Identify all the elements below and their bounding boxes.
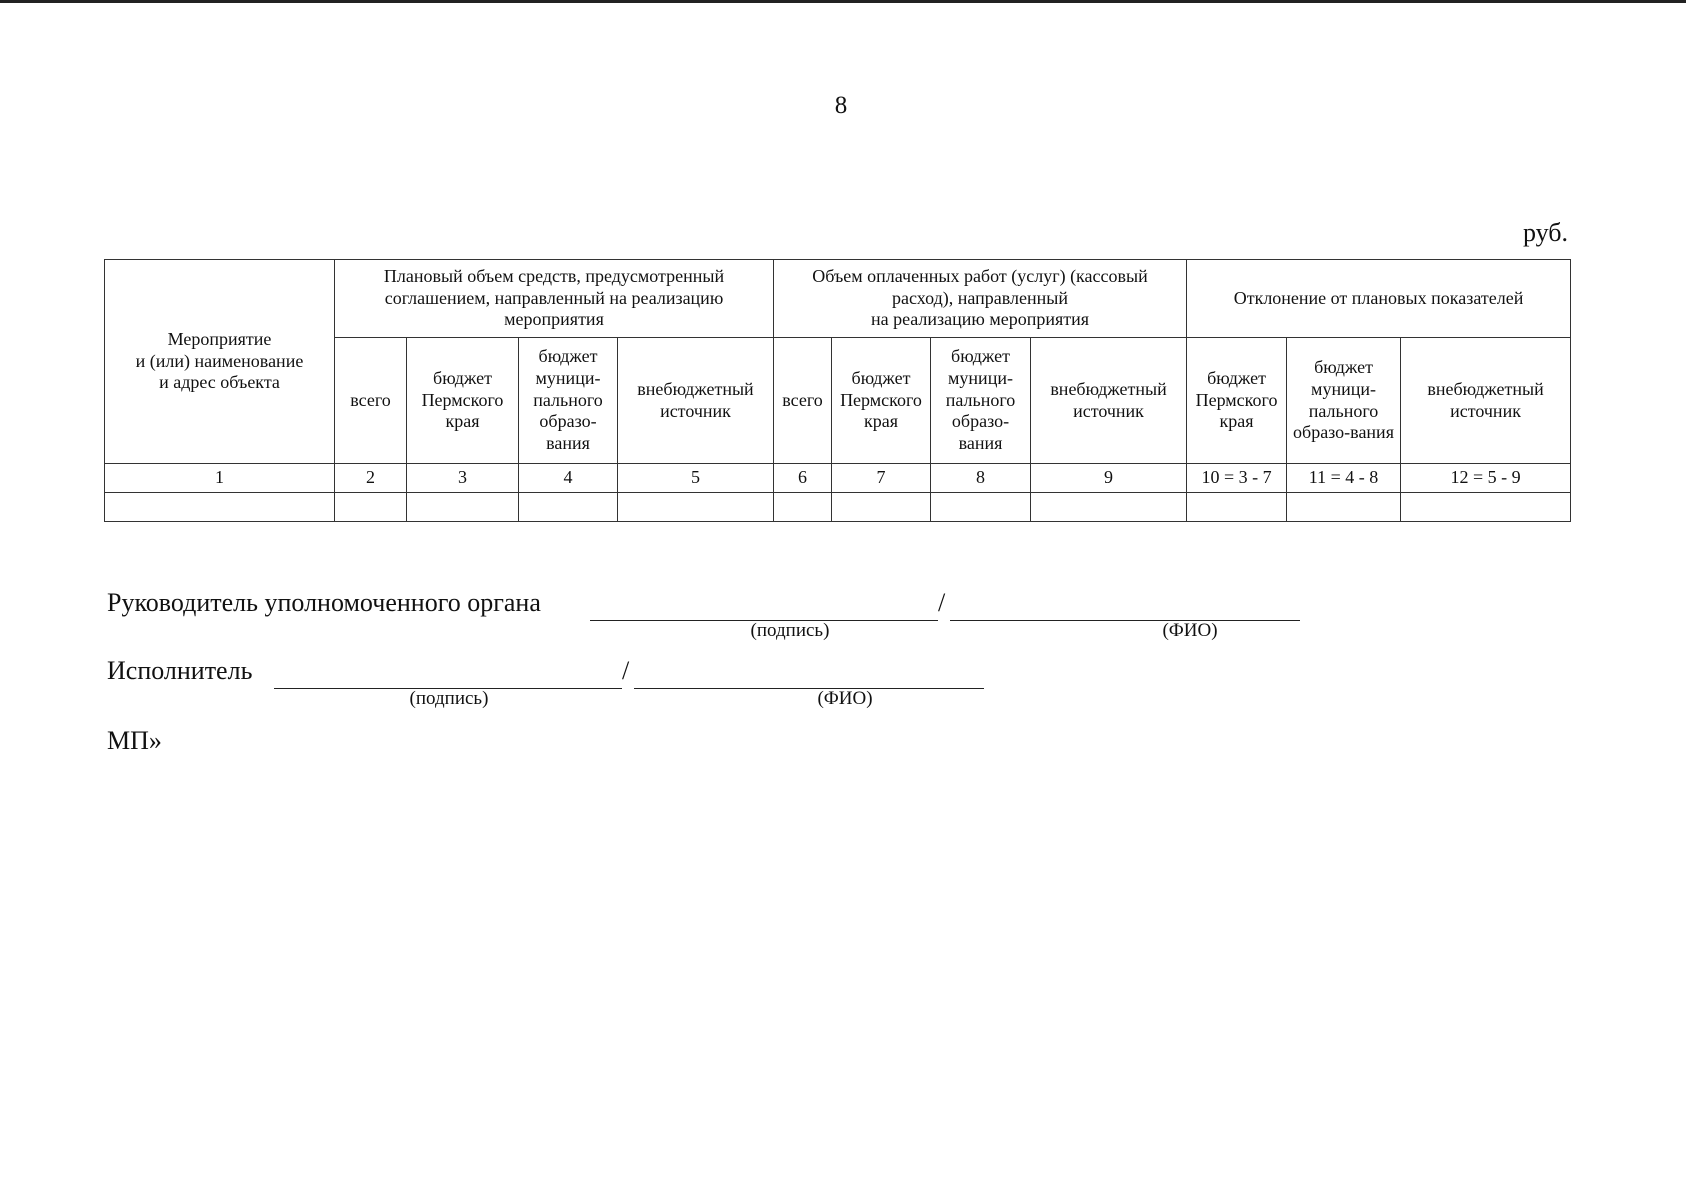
column-number: 3	[407, 464, 519, 493]
column-number: 5	[618, 464, 774, 493]
subheader-extrabudgetary: внебюджетный источник	[1401, 338, 1571, 464]
empty-cell	[832, 493, 931, 522]
column-number: 11 = 4 - 8	[1287, 464, 1401, 493]
subheader-total: всего	[335, 338, 407, 464]
empty-cell	[1401, 493, 1571, 522]
head-name-caption: (ФИО)	[1162, 620, 1218, 641]
subheader-extrabudgetary: внебюджетный источник	[618, 338, 774, 464]
subheader-regional-budget: бюджет Пермского края	[407, 338, 519, 464]
header-event-name: Мероприятие и (или) наименование и адрес объекта	[105, 260, 335, 464]
head-signature-label: Руководитель уполномоченного органа	[107, 588, 541, 617]
top-border	[0, 0, 1686, 3]
column-number: 2	[335, 464, 407, 493]
subheader-extrabudgetary: внебюджетный источник	[1031, 338, 1187, 464]
column-number: 10 = 3 - 7	[1187, 464, 1287, 493]
stamp-placeholder: МП»	[107, 726, 162, 755]
subheader-total: всего	[774, 338, 832, 464]
header-paid-works: Объем оплаченных работ (услуг) (кассовый расход), направленный на реализацию мероприятия	[774, 260, 1187, 338]
empty-cell	[1187, 493, 1287, 522]
column-number: 9	[1031, 464, 1187, 493]
head-signature-caption: (подпись)	[750, 620, 830, 641]
head-separator-slash: /	[938, 588, 946, 617]
subheader-municipal-budget: бюджет муници-пального образо-вания	[931, 338, 1031, 464]
subheader-regional-budget: бюджет Пермского края	[832, 338, 931, 464]
header-planned-funds: Плановый объем средств, предусмотренный соглашением, направленный на реализацию мероприятия	[335, 260, 774, 338]
subheader-municipal-budget: бюджет муници-пального образо-вания	[1287, 338, 1401, 464]
empty-cell	[519, 493, 618, 522]
executor-signature-caption: (подпись)	[409, 688, 489, 709]
column-number: 6	[774, 464, 832, 493]
empty-cell	[931, 493, 1031, 522]
column-number: 1	[105, 464, 335, 493]
executor-separator-slash: /	[622, 656, 630, 685]
empty-cell	[105, 493, 335, 522]
empty-cell	[407, 493, 519, 522]
executor-signature-label: Исполнитель	[107, 656, 253, 685]
empty-cell	[1287, 493, 1401, 522]
table-row	[105, 493, 1571, 522]
subheader-regional-budget: бюджет Пермского края	[1187, 338, 1287, 464]
column-number: 7	[832, 464, 931, 493]
executor-name-caption: (ФИО)	[817, 688, 873, 709]
subheader-municipal-budget: бюджет муници-пального образо-вания	[519, 338, 618, 464]
column-number: 4	[519, 464, 618, 493]
report-table	[104, 259, 1571, 522]
column-number: 8	[931, 464, 1031, 493]
column-numbering-row	[105, 464, 1571, 493]
header-deviation: Отклонение от плановых показателей	[1187, 260, 1571, 338]
empty-cell	[1031, 493, 1187, 522]
page-number: 8	[834, 92, 848, 119]
currency-unit: руб.	[1522, 218, 1568, 247]
empty-cell	[618, 493, 774, 522]
empty-cell	[774, 493, 832, 522]
empty-cell	[335, 493, 407, 522]
column-number: 12 = 5 - 9	[1401, 464, 1571, 493]
